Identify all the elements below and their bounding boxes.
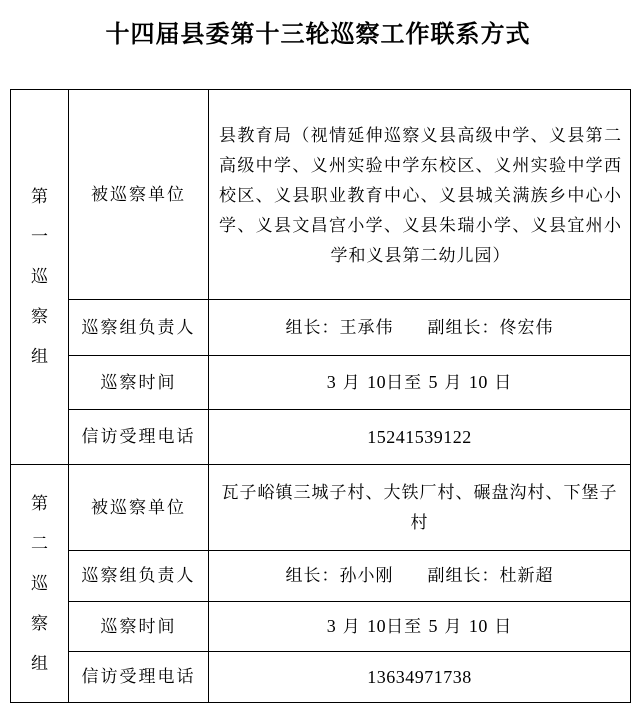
group-name-char: 巡 [31,267,48,287]
time-unit: 日 [494,617,513,637]
group-name [11,493,68,675]
inspected-units: 瓦子峪镇三城子村、大铁厂村、碾盘沟村、下堡子村 [209,465,631,551]
group-name [11,186,68,368]
table-row [11,90,631,300]
deputy-leader-name: 副组长：佟宏伟 [427,317,554,338]
table-row [11,652,631,703]
group-name-char: 一 [31,227,48,247]
group-name-char: 察 [31,307,48,327]
table-row [11,551,631,602]
phone-number: 15241539122 [367,426,472,447]
group-name-char: 二 [31,533,48,554]
leader-name: 组长：王承伟 [285,317,394,338]
leader-label: 巡察组负责人 [69,300,209,356]
time-unit: 日 [494,373,513,393]
time-unit: 月 [342,617,361,637]
time-unit: 月 [342,373,361,393]
time-unit: 日至 [386,617,423,637]
time-end-day: 10 [468,372,488,392]
phone-number: 13634971738 [367,666,472,687]
leader-cell [209,551,631,602]
time-end-month: 5 [428,616,438,636]
deputy-leader-name: 副组长：杜新超 [427,566,554,586]
time-start-month: 3 [326,372,337,392]
time-end-month: 5 [428,372,438,392]
time-start-month: 3 [326,616,337,636]
time-label: 巡察时间 [69,602,209,652]
group-name-cell [11,90,69,465]
phone-cell [209,652,631,703]
group-name-char: 巡 [31,573,48,594]
unit-label: 被巡察单位 [69,465,209,551]
time-cell [209,356,631,410]
group-name-cell [11,465,69,703]
time-start-day: 10 [367,372,387,392]
time-end-day: 10 [468,616,488,636]
time-unit: 日至 [386,373,423,393]
leader-cell [209,300,631,356]
inspected-units: 县教育局（视情延伸巡察义县高级中学、义县第二高级中学、义州实验中学东校区、义州实验中学西校区、义县职业教育中心、义县城关满族乡中心小学、义县文昌宫小学、义县朱瑞小学、义县宜州小学和义县第二幼儿园） [209,90,631,300]
time-unit: 月 [444,373,463,393]
unit-label: 被巡察单位 [69,90,209,300]
group-name-char: 第 [31,187,48,207]
contact-table [10,89,631,703]
table-row [11,410,631,465]
phone-label: 信访受理电话 [69,410,209,465]
time-unit: 月 [444,617,463,637]
table-row [11,602,631,652]
leader-name: 组长：孙小刚 [285,566,394,586]
group-name-char: 组 [31,347,48,367]
leader-label: 巡察组负责人 [69,551,209,602]
time-cell [209,602,631,652]
phone-label: 信访受理电话 [69,652,209,703]
table-row [11,465,631,551]
time-start-day: 10 [367,616,387,636]
page-title: 十四届县委第十三轮巡察工作联系方式 [105,19,531,48]
time-label: 巡察时间 [69,356,209,410]
group-name-char: 察 [31,613,48,634]
table-row [11,356,631,410]
phone-cell [209,410,631,465]
group-name-char: 组 [31,653,48,674]
group-name-char: 第 [31,493,48,514]
table-row [11,300,631,356]
